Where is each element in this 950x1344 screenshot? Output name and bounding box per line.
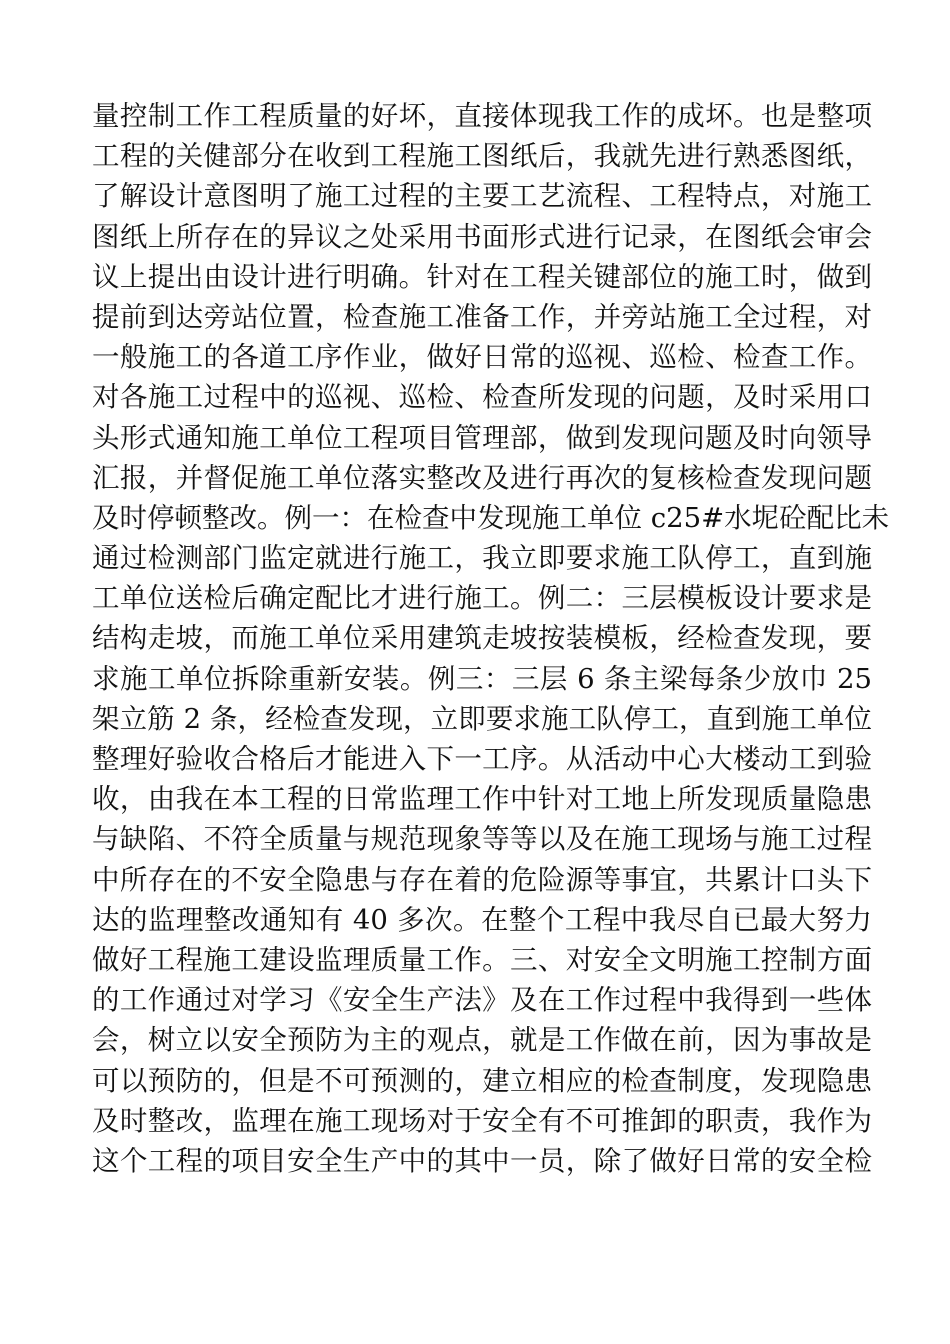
text-line: 做好工程施工建设监理质量工作。三、对安全文明施工控制方面 (92, 943, 872, 976)
text-line: 了解设计意图明了施工过程的主要工艺流程、工程特点，对施工 (92, 180, 872, 213)
text-line: 头形式通知施工单位工程项目管理部，做到发现问题及时向领导 (92, 421, 872, 454)
text-line: 通过检测部门监定就进行施工，我立即要求施工队停工，直到施 (92, 542, 872, 575)
text-line: 这个工程的项目安全生产中的其中一员，除了做好日常的安全检 (92, 1144, 872, 1177)
text-line: 量控制工作工程质量的好坏，直接体现我工作的成坏。也是整项 (92, 100, 872, 132)
text-line: 汇报，并督促施工单位落实整改及进行再次的复核检查发现问题 (92, 461, 872, 494)
text-line: 工程的关健部分在收到工程施工图纸后，我就先进行熟悉图纸， (92, 140, 872, 173)
text-line: 一般施工的各道工序作业，做好日常的巡视、巡检、检查工作。 (92, 341, 872, 374)
text-line: 对各施工过程中的巡视、巡检、检查所发现的问题，及时采用口 (92, 381, 872, 414)
text-line: 可以预防的，但是不可预测的，建立相应的检查制度，发现隐患 (92, 1064, 872, 1097)
body-text (92, 96, 890, 1181)
text-line: 提前到达旁站位置，检查施工准备工作，并旁站施工全过程，对 (92, 300, 872, 333)
text-line: 结构走坡，而施工单位采用建筑走坡按装模板，经检查发现，要 (92, 622, 872, 655)
text-line: 及时停顿整改。例一：在检查中发现施工单位 c25#水坭砼配比未 (92, 501, 890, 534)
text-line: 收，由我在本工程的日常监理工作中针对工地上所发现质量隐患 (92, 783, 872, 816)
text-line: 会，树立以安全预防为主的观点，就是工作做在前，因为事故是 (92, 1024, 872, 1057)
text-line: 及时整改，监理在施工现场对于安全有不可推卸的职责，我作为 (92, 1104, 872, 1137)
text-line: 与缺陷、不符全质量与规范现象等等以及在施工现场与施工过程 (92, 823, 872, 856)
text-line: 的工作通过对学习《安全生产法》及在工作过程中我得到一些体 (92, 984, 872, 1017)
text-line: 工单位送检后确定配比才进行施工。例二：三层模板设计要求是 (92, 582, 872, 615)
text-line: 议上提出由设计进行明确。针对在工程关键部位的施工时，做到 (92, 260, 872, 293)
text-line: 整理好验收合格后才能进入下一工序。从活动中心大楼动工到验 (92, 743, 872, 775)
text-line: 图纸上所存在的异议之处采用书面形式进行记录，在图纸会审会 (92, 220, 872, 253)
text-line: 达的监理整改通知有 40 多次。在整个工程中我尽自已最大努力 (92, 903, 872, 936)
text-line: 架立筋 2 条，经检查发现，立即要求施工队停工，直到施工单位 (92, 702, 872, 735)
text-line: 求施工单位拆除重新安装。例三：三层 6 条主梁每条少放巾 25 (92, 662, 872, 695)
text-line: 中所存在的不安全隐患与存在着的危险源等事宜，共累计口头下 (92, 863, 872, 896)
